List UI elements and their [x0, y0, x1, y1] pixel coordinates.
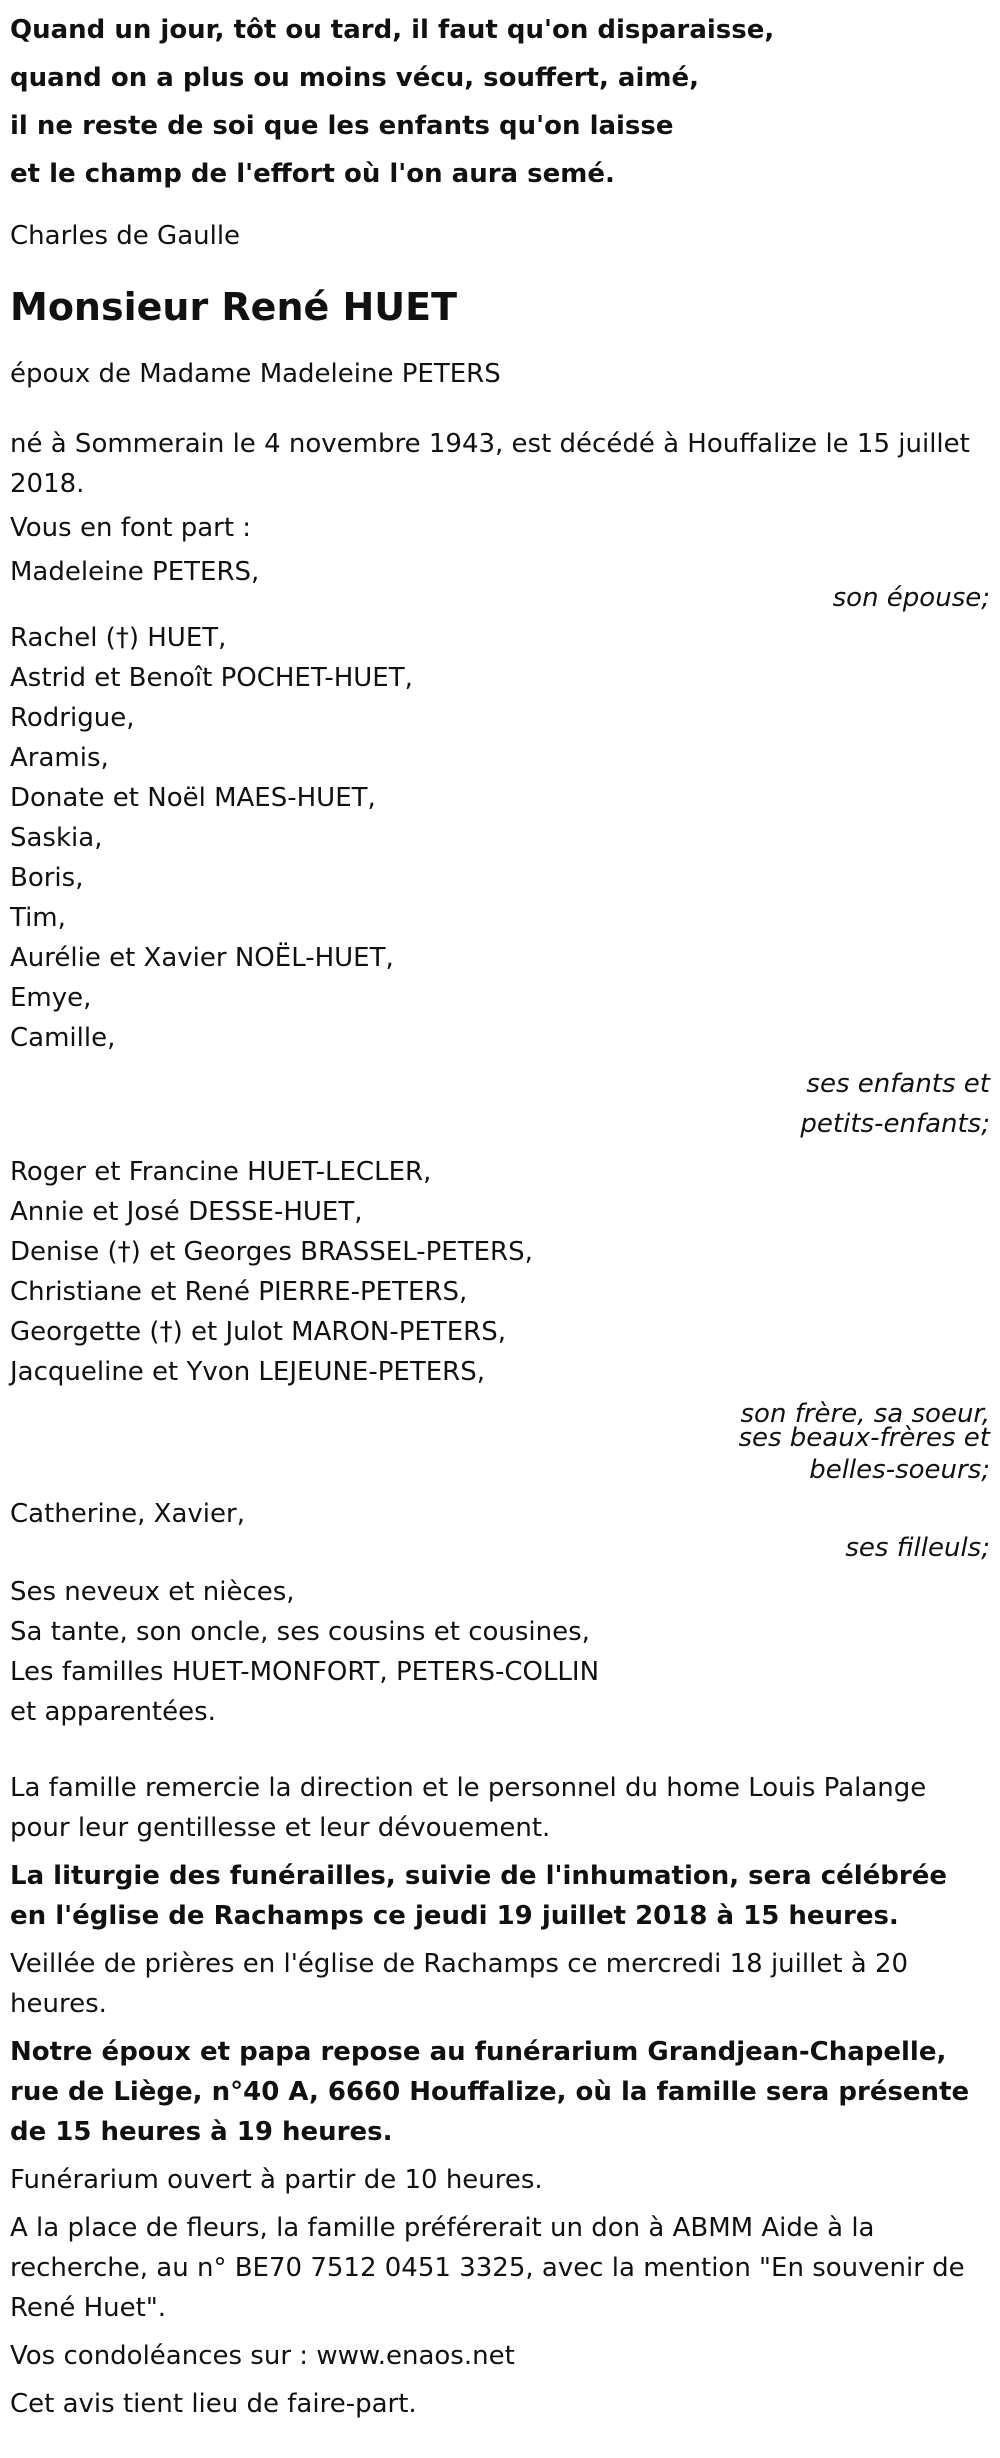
spouse-line: époux de Madame Madeleine PETERS — [10, 359, 501, 389]
poem-line: quand on a plus ou moins vécu, souffert, aimé, — [10, 63, 699, 93]
family-name: Roger et Francine HUET-LECLER, — [10, 1157, 432, 1187]
thanks-paragraph: La famille remercie la direction et le personnel du home Louis Palange pour leur gentillesse et leur dévouement. — [10, 1773, 927, 1843]
family-name: Donate et Noël MAES-HUET, — [10, 783, 376, 813]
condolences-line: Vos condoléances sur : www.enaos.net — [10, 2341, 515, 2371]
family-name: Madeleine PETERS, — [10, 557, 260, 587]
family-name: et apparentées. — [10, 1697, 216, 1727]
family-role: son frère, sa soeur, — [740, 1399, 990, 1429]
donation-paragraph: A la place de fleurs, la famille préférerait un don à ABMM Aide à la recherche, au n° BE70 7512 0451 3325, avec la mention "En souvenir de René Huet". — [10, 2213, 965, 2323]
poem-line: Quand un jour, tôt ou tard, il faut qu'on disparaisse, — [10, 15, 775, 45]
family-role: son épouse; — [832, 583, 990, 613]
family-name: Les familles HUET-MONFORT, PETERS-COLLIN — [10, 1657, 600, 1687]
vigil-paragraph: Veillée de prières en l'église de Rachamps ce mercredi 18 juillet à 20 heures. — [10, 1949, 909, 2019]
family-name: Tim, — [10, 903, 66, 933]
family-name: Ses neveux et nièces, — [10, 1577, 295, 1607]
liturgy-paragraph: La liturgie des funérailles, suivie de l'inhumation, sera célébrée en l'église de Rachamps ce jeudi 19 juillet 2018 à 15 heures. — [10, 1861, 947, 1931]
family-name: Jacqueline et Yvon LEJEUNE-PETERS, — [10, 1357, 485, 1387]
family-group-godchildren — [10, 1494, 990, 1568]
family-role: ses beaux-frères et — [738, 1423, 990, 1453]
family-role: ses filleuls; — [845, 1533, 990, 1563]
obituary-notice — [10, 0, 990, 2424]
family-name: Annie et José DESSE-HUET, — [10, 1197, 363, 1227]
family-name: Rodrigue, — [10, 703, 135, 733]
family-name: Emye, — [10, 983, 92, 1013]
family-group-siblings — [10, 1152, 990, 1490]
family-name: Boris, — [10, 863, 84, 893]
poem-line: il ne reste de soi que les enfants qu'on laisse — [10, 111, 674, 141]
family-name: Aramis, — [10, 743, 109, 773]
family-role: ses enfants et — [806, 1069, 990, 1099]
family-name: Camille, — [10, 1023, 116, 1053]
birth-death-line: né à Sommerain le 4 novembre 1943, est décédé à Houffalize le 15 juillet 2018. — [10, 429, 970, 499]
family-group-others — [10, 1572, 990, 1732]
family-name: Sa tante, son oncle, ses cousins et cousines, — [10, 1617, 590, 1647]
family-name: Catherine, Xavier, — [10, 1499, 245, 1529]
family-group-children — [10, 618, 990, 1144]
poem-quote — [10, 6, 990, 198]
family-name: Georgette (†) et Julot MARON-PETERS, — [10, 1317, 507, 1347]
family-name: Astrid et Benoît POCHET-HUET, — [10, 663, 413, 693]
family-group-wife — [10, 552, 990, 618]
family-name: Aurélie et Xavier NOËL-HUET, — [10, 943, 394, 973]
opening-hours-paragraph: Funérarium ouvert à partir de 10 heures. — [10, 2165, 543, 2195]
family-name: Saskia, — [10, 823, 103, 853]
family-name: Rachel (†) HUET, — [10, 623, 227, 653]
poem-line: et le champ de l'effort où l'on aura semé. — [10, 159, 615, 189]
notice-line: Cet avis tient lieu de faire-part. — [10, 2389, 417, 2419]
family-role: belles-soeurs; — [809, 1455, 990, 1485]
family-name: Christiane et René PIERRE-PETERS, — [10, 1277, 468, 1307]
deceased-name: Monsieur René HUET — [10, 285, 458, 329]
family-role: petits-enfants; — [800, 1109, 990, 1139]
quote-author: Charles de Gaulle — [10, 221, 241, 251]
family-name: Denise (†) et Georges BRASSEL-PETERS, — [10, 1237, 533, 1267]
funeral-home-paragraph: Notre époux et papa repose au funérarium Grandjean-Chapelle, rue de Liège, n°40 A, 6660 Houffalize, où la famille sera présente de 15 heures à 19 heures. — [10, 2037, 970, 2147]
announcement-intro: Vous en font part : — [10, 513, 252, 543]
